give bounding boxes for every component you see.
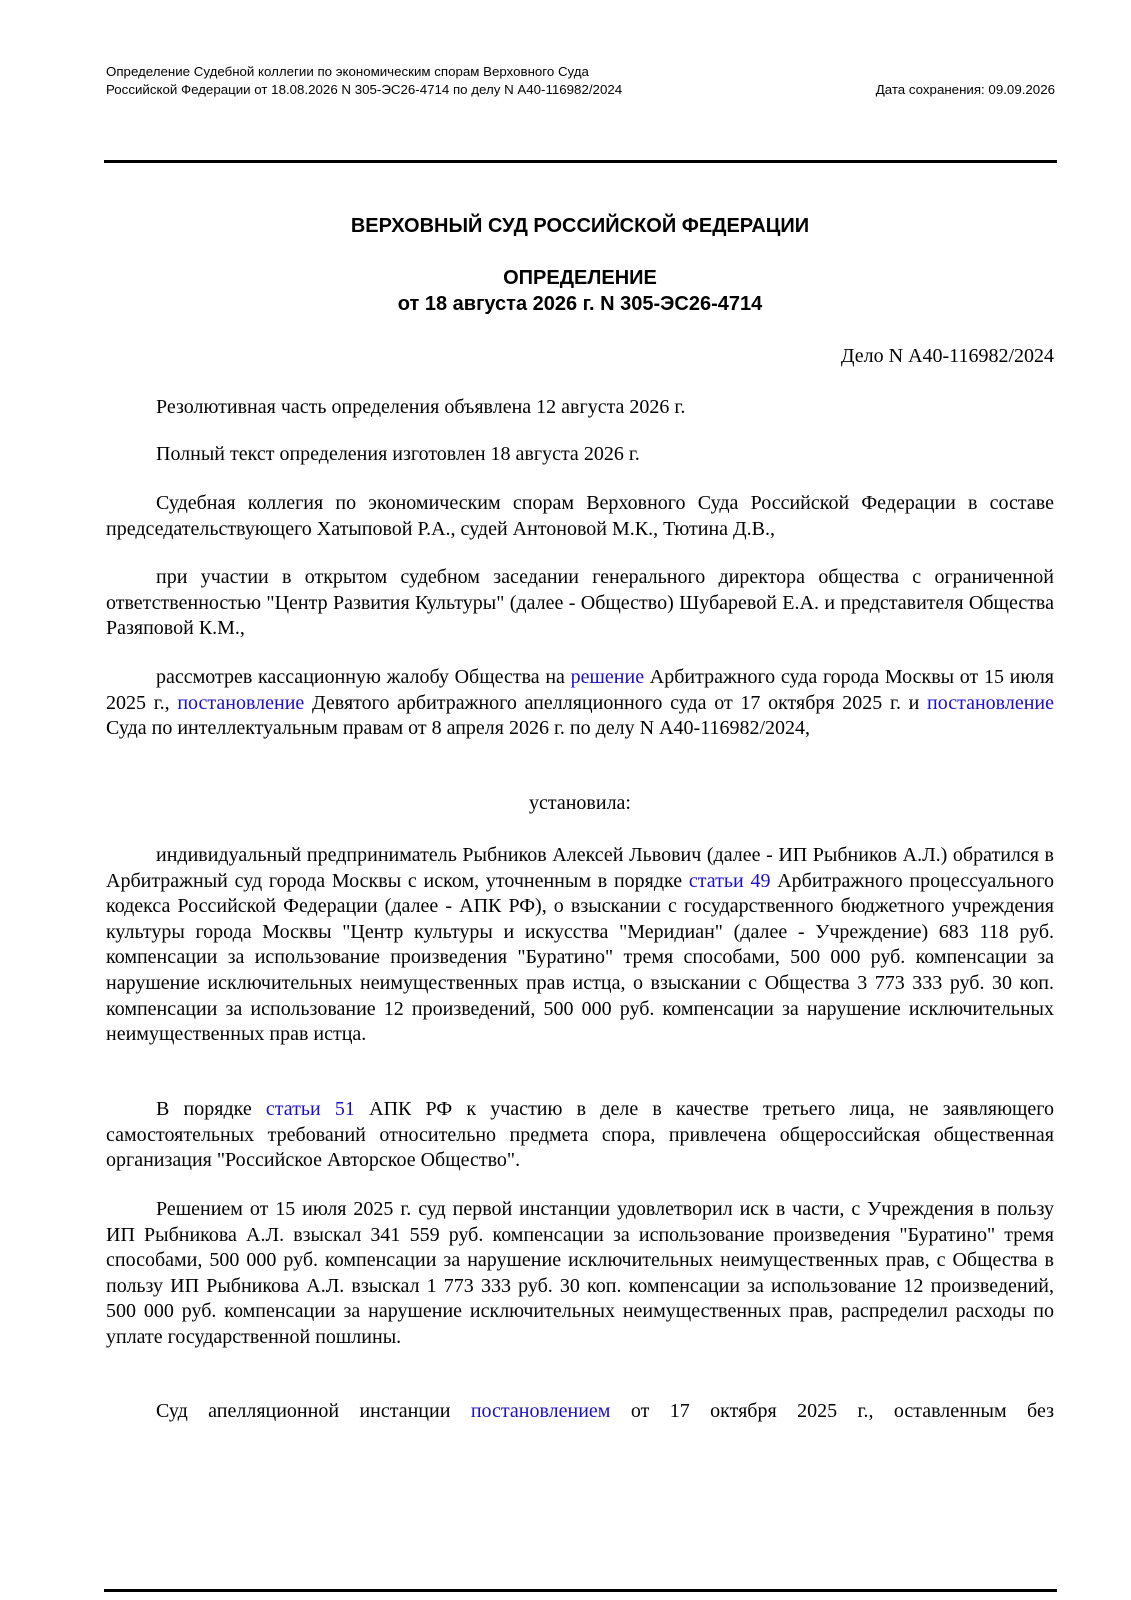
paragraph-third-party: [106, 1097, 1054, 1174]
link-article-51[interactable]: статьи 51: [265, 1098, 355, 1120]
paragraph-text: при участии в открытом судебном заседании генерального директора общества с ограниченной ответственностью "Центр Развития Культуры" (далее - Общество) Шубаревой Е.А. и представителя Общества Разяповой К.М.,: [106, 566, 1054, 640]
paragraph-text: Решением от 15 июля 2025 г. суд первой инстанции удовлетворил иск в части, с Учреждения в пользу ИП Рыбникова А.Л. взыскал 341 559 руб. компенсации за использование произведения "Буратино" тремя способами, 500 000 руб. компенсации за нарушение исключительных неимущественных прав, с Общества в пользу ИП Рыбникова А.Л. взыскал 1 773 333 руб. 30 коп. компенсации за использование 12 произведений, 500 000 руб. компенсации за нарушение исключительных неимущественных прав, распределил расходы по уплате государственной пошлины.: [106, 1198, 1054, 1348]
save-date: Дата сохранения: 09.09.2026: [875, 82, 1055, 97]
text-run: Суд апелляционной инстанции: [156, 1400, 471, 1422]
text-run: рассмотрев кассационную жалобу Общества на: [156, 666, 571, 688]
link-article-49[interactable]: статьи 49: [688, 869, 771, 892]
text-run: АПК РФ к участию в деле в качестве третьего лица, не заявляющего самостоятельных требований относительно предмета спора, привлечена общероссийская общественная организация "Российское Авторское Общество".: [106, 1098, 1055, 1172]
paragraph-text: [106, 843, 1054, 1048]
paragraph-first-instance: [106, 1197, 1054, 1351]
link-decision[interactable]: решение: [570, 666, 645, 688]
text-run: В порядке: [156, 1098, 266, 1120]
text-run: Девятого арбитражного апелляционного суда от 17 октября 2025 г. и: [304, 691, 928, 714]
paragraph-text: [106, 1097, 1054, 1174]
document-header-title: Определение Судебной коллегии по экономическим спорам Верховного Суда Российской Федерации от 18.08.2026 N 305-ЭС26-4714 по делу N А40-116982/2024: [106, 64, 623, 97]
footer-divider: [104, 1589, 1057, 1592]
paragraph-text: Судебная коллегия по экономическим спорам Верховного Суда Российской Федерации в составе председательствующего Хатыповой Р.А., судей Антоновой М.К., Тютина Д.В.,: [106, 492, 1054, 540]
paragraph-text: установила:: [528, 792, 631, 814]
text-run: Арбитражного процессуального кодекса Российской Федерации (далее - АПК РФ), о взыскании с государственного бюджетного учреждения культуры города Москвы "Центр культуры и искусства "Меридиан" (далее - Учреждение) 683 118 руб. компенсации за использование произведения "Буратино" тремя способами, 500 000 руб. компенсации за нарушение исключительных неимущественных прав истца, о взыскании с Общества 3 773 333 руб. 30 коп. компенсации за использование 12 произведений, 500 000 руб. компенсации за нарушение исключительных неимущественных прав истца.: [106, 869, 1054, 1046]
link-appeal-resolution-2[interactable]: постановлением: [470, 1400, 611, 1422]
paragraph-established-heading: [106, 791, 1054, 817]
document-type: ОПРЕДЕЛЕНИЕ: [503, 267, 657, 289]
paragraph-resolution-date: [106, 395, 1054, 421]
paragraph-panel: [106, 491, 1054, 542]
paragraph-appeal: [106, 1399, 1054, 1425]
court-name: ВЕРХОВНЫЙ СУД РОССИЙСКОЙ ФЕДЕРАЦИИ: [350, 215, 810, 237]
paragraph-full-text-date: [106, 442, 1054, 468]
text-run: от 17 октября 2025 г., оставленным без: [610, 1400, 1054, 1422]
paragraph-text: Резолютивная часть определения объявлена 12 августа 2026 г.: [156, 396, 686, 418]
link-ip-court-resolution[interactable]: постановление: [927, 691, 1054, 714]
header-divider: [104, 160, 1057, 163]
text-run: Арбитражного суда города Москвы от 15 июля 2025 г.,: [106, 666, 1054, 714]
link-appeal-resolution[interactable]: постановление: [177, 691, 305, 714]
case-number: Дело N А40-116982/2024: [840, 345, 1054, 367]
text-run: Суда по интеллектуальным правам от 8 апреля 2026 г. по делу N А40-116982/2024,: [106, 717, 811, 740]
text-run: индивидуальный предприниматель Рыбников Алексей Львович (далее - ИП Рыбников А.Л.) обратился в Арбитражный суд города Москвы с иском, уточненным в порядке: [106, 844, 1054, 892]
paragraph-participants: [106, 565, 1054, 642]
paragraph-text: [106, 1399, 1054, 1425]
document-date-number: от 18 августа 2026 г. N 305-ЭС26-4714: [397, 293, 763, 315]
paragraph-text: [106, 665, 1054, 742]
paragraph-claim: [106, 843, 1054, 1048]
paragraph-text: Полный текст определения изготовлен 18 августа 2026 г.: [156, 443, 640, 465]
paragraph-considered: [106, 665, 1054, 742]
